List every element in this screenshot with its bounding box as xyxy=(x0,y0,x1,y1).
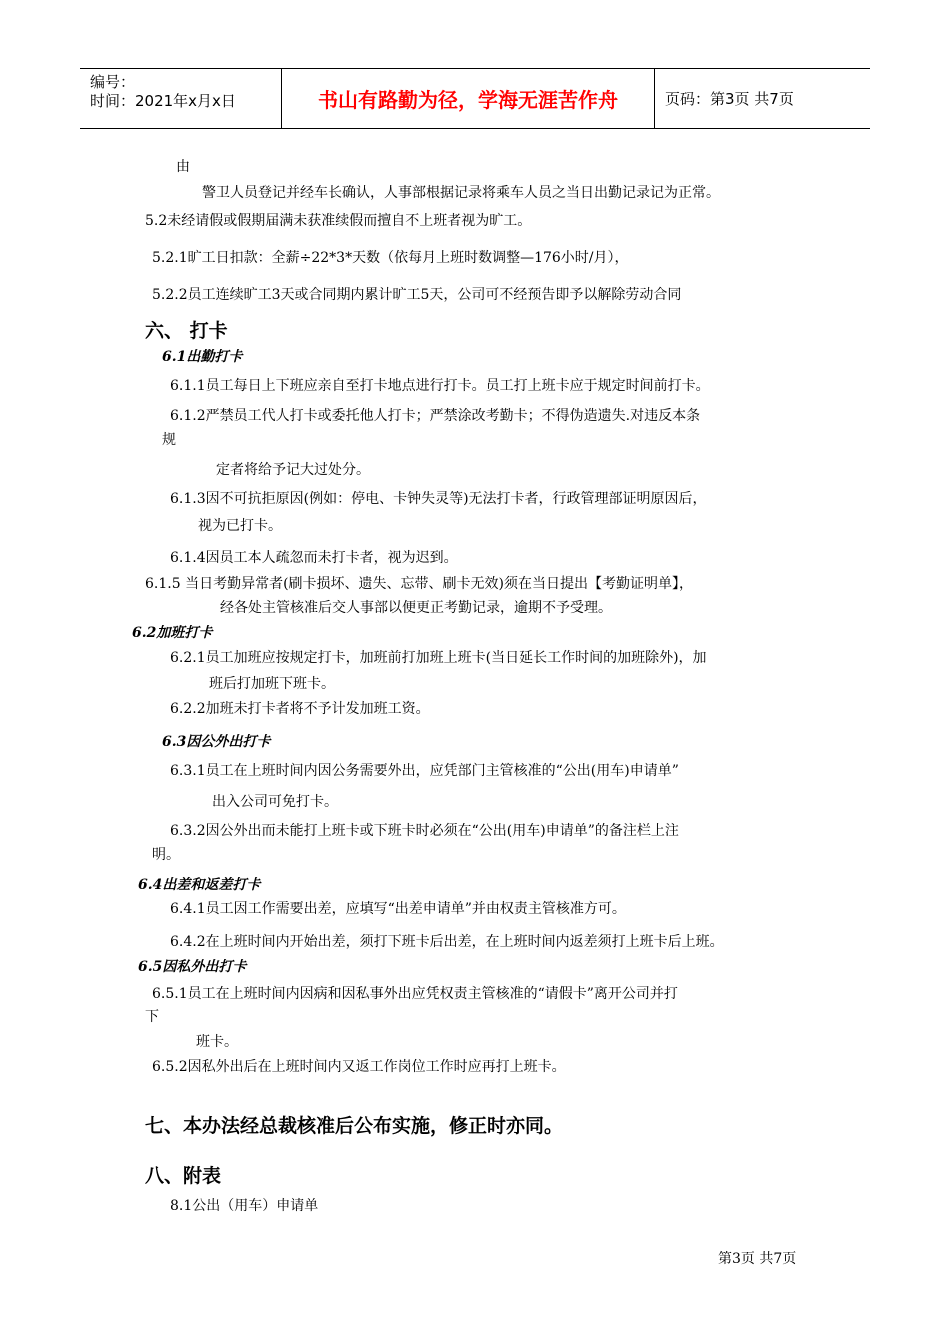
text-line: 经各处主管核准后交人事部以便更正考勤记录，逾期不予受理。 xyxy=(220,600,612,616)
text-line: 6.2.2加班未打卡者将不予计发加班工资。 xyxy=(170,701,430,717)
text-line: 规 xyxy=(162,432,176,448)
text-line: 出入公司可免打卡。 xyxy=(212,794,338,810)
text-line: 6.5.1员工在上班时间内因病和因私事外出应凭权责主管核准的“请假卡”离开公司并打 xyxy=(152,986,678,1002)
text-line: 视为已打卡。 xyxy=(198,518,282,534)
text-line: 6.1.3因不可抗拒原因(例如：停电、卡钟失灵等)无法打卡者，行政管理部证明原因后， xyxy=(170,491,707,507)
header-meta xyxy=(80,69,282,128)
text-line: 6.1.1员工每日上下班应亲自至打卡地点进行打卡。员工打上班卡应于规定时间前打卡。 xyxy=(170,378,710,394)
text-line: 6.2.1员工加班应按规定打卡，加班前打加班上班卡(当日延长工作时间的加班除外)，加 xyxy=(170,650,707,666)
header-motto: 书山有路勤为径，学海无涯苦作舟 xyxy=(282,69,655,128)
text-line: 5.2.2员工连续旷工3天或合同期内累计旷工5天，公司可不经预告即予以解除劳动合同 xyxy=(152,287,682,303)
subsection-heading-6-2: 6.2加班打卡 xyxy=(132,625,213,641)
text-line: 5.2.1旷工日扣款：全薪÷22*3*天数（依每月上班时数调整—176小时/月）， xyxy=(152,250,629,266)
text-line: 6.4.2在上班时间内开始出差，须打下班卡后出差，在上班时间内返差须打上班卡后上班。 xyxy=(170,934,724,950)
text-line: 6.3.1员工在上班时间内因公务需要外出，应凭部门主管核准的“公出(用车)申请单” xyxy=(170,763,679,779)
section-heading-7: 七、本办法经总裁核准后公布实施，修正时亦同。 xyxy=(145,1115,564,1137)
text-line: 6.4.1员工因工作需要出差，应填写“出差申请单”并由权责主管核准方可。 xyxy=(170,901,626,917)
text-line: 6.1.5 当日考勤异常者(刷卡损坏、遗失、忘带、刷卡无效)须在当日提出【考勤证明单】， xyxy=(145,576,693,592)
footer-page-number: 第3页 共7页 xyxy=(718,1251,797,1267)
text-line: 6.1.4因员工本人疏忽而未打卡者，视为迟到。 xyxy=(170,550,458,566)
text-line: 由 xyxy=(176,159,190,175)
document-number-label: 编号： xyxy=(90,73,136,91)
subsection-heading-6-4: 6.4出差和返差打卡 xyxy=(138,877,261,893)
text-line: 8.1公出（用车）申请单 xyxy=(170,1198,319,1214)
text-line: 明。 xyxy=(152,847,180,863)
text-line: 警卫人员登记并经车长确认，人事部根据记录将乘车人员之当日出勤记录记为正常。 xyxy=(202,185,720,201)
section-heading-8: 八、附表 xyxy=(145,1165,222,1187)
subsection-heading-6-5: 6.5因私外出打卡 xyxy=(138,959,247,975)
subsection-heading-6-3: 6.3因公外出打卡 xyxy=(162,734,271,750)
subsection-heading-6-1: 6.1出勤打卡 xyxy=(162,349,243,365)
text-line: 6.5.2因私外出后在上班时间内又返工作岗位工作时应再打上班卡。 xyxy=(152,1059,566,1075)
page-header xyxy=(80,68,870,129)
text-line: 下 xyxy=(145,1009,159,1025)
text-line: 6.3.2因公外出而未能打上班卡或下班卡时必须在“公出(用车)申请单”的备注栏上注 xyxy=(170,823,679,839)
text-line: 定者将给予记大过处分。 xyxy=(216,462,370,478)
text-line: 5.2未经请假或假期届满未获准续假而擅自不上班者视为旷工。 xyxy=(145,213,532,229)
header-page-number: 页码：第3页 共7页 xyxy=(665,90,794,108)
text-line: 班卡。 xyxy=(196,1034,238,1050)
text-line: 班后打加班下班卡。 xyxy=(209,676,335,692)
section-heading-6: 六、 打卡 xyxy=(145,320,228,342)
document-date: 时间：2021年x月x日 xyxy=(90,92,236,110)
text-line: 6.1.2严禁员工代人打卡或委托他人打卡；严禁涂改考勤卡；不得伪造遗失.对违反本条 xyxy=(170,408,701,424)
